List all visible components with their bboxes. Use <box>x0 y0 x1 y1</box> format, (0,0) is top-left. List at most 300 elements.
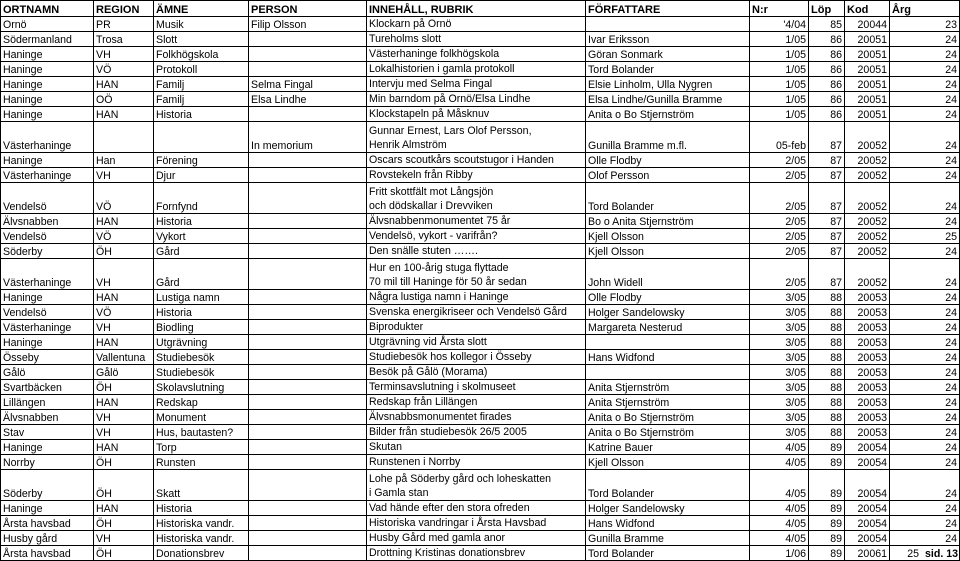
cell-region: ÖH <box>94 455 154 470</box>
cell-forfattare <box>586 17 750 32</box>
innehall-line: Älvsnabbsmonumentet firades <box>369 411 512 423</box>
table-row <box>1 92 960 107</box>
cell-nr: 4/05 <box>750 455 809 470</box>
cell-amne: Historia <box>154 501 249 516</box>
cell-kod: 20054 <box>845 501 890 516</box>
cell-ortnamn: Södermanland <box>1 32 94 47</box>
cell-arg: 24 <box>890 259 960 290</box>
cell-arg: 24 <box>890 244 960 259</box>
cell-kod: 20052 <box>845 153 890 168</box>
cell-nr: 2/05 <box>750 214 809 229</box>
innehall-line: Min barndom på Ornö/Elsa Lindhe <box>369 93 531 105</box>
table-row <box>1 516 960 531</box>
cell-innehall <box>367 305 586 320</box>
cell-lop: 87 <box>809 168 845 183</box>
cell-arg: 24 <box>890 365 960 380</box>
cell-ortnamn: Västerhaninge <box>1 168 94 183</box>
cell-kod: 20051 <box>845 62 890 77</box>
innehall-line: och dödskallar i Drevviken <box>369 200 493 212</box>
cell-forfattare: Elsa Lindhe/Gunilla Bramme <box>586 92 750 107</box>
table-row <box>1 531 960 546</box>
cell-innehall <box>367 168 586 183</box>
cell-innehall <box>367 455 586 470</box>
cell-amne: Torp <box>154 440 249 455</box>
cell-kod: 20054 <box>845 440 890 455</box>
cell-region: VH <box>94 531 154 546</box>
cell-region: ÖH <box>94 380 154 395</box>
cell-forfattare: Margareta Nesterud <box>586 320 750 335</box>
header-kod: Kod <box>845 1 890 17</box>
cell-person <box>249 440 367 455</box>
cell-lop: 87 <box>809 122 845 153</box>
cell-ortnamn: Haninge <box>1 501 94 516</box>
innehall-line: Runstenen i Norrby <box>369 456 461 468</box>
cell-kod: 20053 <box>845 350 890 365</box>
cell-kod: 20052 <box>845 229 890 244</box>
cell-arg: 24 <box>890 410 960 425</box>
cell-kod: 20053 <box>845 395 890 410</box>
innehall-line: i Gamla stan <box>369 487 429 499</box>
cell-person <box>249 62 367 77</box>
cell-nr: 3/05 <box>750 305 809 320</box>
cell-nr: 1/05 <box>750 32 809 47</box>
cell-forfattare: Anita Stjernström <box>586 380 750 395</box>
cell-forfattare: Hans Widfond <box>586 350 750 365</box>
cell-region <box>94 122 154 153</box>
innehall-line: Klockarn på Ornö <box>369 18 452 30</box>
cell-amne: Redskap <box>154 395 249 410</box>
cell-lop: 89 <box>809 470 845 501</box>
cell-innehall <box>367 92 586 107</box>
innehall-line: Biprodukter <box>369 321 424 333</box>
cell-region: VH <box>94 410 154 425</box>
cell-lop: 89 <box>809 455 845 470</box>
table-row <box>1 122 960 153</box>
cell-ortnamn: Ornö <box>1 17 94 32</box>
cell-region: Han <box>94 153 154 168</box>
cell-forfattare: Anita Stjernström <box>586 395 750 410</box>
cell-amne: Protokoll <box>154 62 249 77</box>
cell-kod: 20053 <box>845 380 890 395</box>
cell-arg: 24 <box>890 455 960 470</box>
cell-kod: 20053 <box>845 290 890 305</box>
cell-region: VÖ <box>94 62 154 77</box>
cell-lop: 89 <box>809 501 845 516</box>
cell-person: Selma Fingal <box>249 77 367 92</box>
table-row <box>1 440 960 455</box>
cell-person <box>249 244 367 259</box>
cell-arg <box>890 546 960 561</box>
cell-nr: 1/05 <box>750 107 809 122</box>
cell-innehall <box>367 501 586 516</box>
cell-nr: 2/05 <box>750 183 809 214</box>
cell-forfattare <box>586 365 750 380</box>
cell-arg: 24 <box>890 168 960 183</box>
cell-kod: 20054 <box>845 455 890 470</box>
cell-region: VH <box>94 168 154 183</box>
cell-forfattare: Tord Bolander <box>586 546 750 561</box>
cell-person: In memorium <box>249 122 367 153</box>
cell-person <box>249 320 367 335</box>
cell-nr: 4/05 <box>750 531 809 546</box>
table-row <box>1 455 960 470</box>
table-row <box>1 153 960 168</box>
cell-region: ÖH <box>94 516 154 531</box>
cell-amne: Donationsbrev <box>154 546 249 561</box>
innehall-line: Tureholms slott <box>369 33 442 45</box>
cell-person <box>249 501 367 516</box>
cell-arg: 24 <box>890 380 960 395</box>
cell-arg: 24 <box>890 62 960 77</box>
cell-amne: Lustiga namn <box>154 290 249 305</box>
cell-innehall <box>367 395 586 410</box>
cell-forfattare: Hans Widfond <box>586 516 750 531</box>
table-row <box>1 244 960 259</box>
header-row <box>1 1 960 17</box>
cell-forfattare: Holger Sandelowsky <box>586 501 750 516</box>
cell-lop: 87 <box>809 153 845 168</box>
cell-person <box>249 32 367 47</box>
cell-nr: 1/05 <box>750 77 809 92</box>
cell-ortnamn: Västerhaninge <box>1 320 94 335</box>
cell-person <box>249 516 367 531</box>
cell-nr: 1/06 <box>750 546 809 561</box>
cell-person <box>249 531 367 546</box>
cell-lop: 87 <box>809 214 845 229</box>
cell-ortnamn: Vendelsö <box>1 229 94 244</box>
cell-ortnamn: Älvsnabben <box>1 214 94 229</box>
table-row <box>1 365 960 380</box>
cell-amne: Historia <box>154 305 249 320</box>
table-row <box>1 501 960 516</box>
innehall-line: Utgrävning vid Årsta slott <box>369 336 487 348</box>
innehall-line: Husby Gård med gamla anor <box>369 532 506 544</box>
table-row <box>1 410 960 425</box>
cell-person <box>249 425 367 440</box>
cell-innehall <box>367 470 586 501</box>
cell-arg: 25 <box>890 229 960 244</box>
cell-arg: 24 <box>890 470 960 501</box>
cell-forfattare: Kjell Olsson <box>586 244 750 259</box>
cell-innehall <box>367 47 586 62</box>
cell-amne: Utgrävning <box>154 335 249 350</box>
cell-lop: 89 <box>809 546 845 561</box>
cell-kod: 20052 <box>845 214 890 229</box>
innehall-line: Besök på Gålö (Morama) <box>369 366 488 378</box>
cell-kod: 20052 <box>845 244 890 259</box>
cell-person <box>249 259 367 290</box>
innehall-line: Drottning Kristinas donationsbrev <box>369 547 526 559</box>
cell-forfattare: Ivar Eriksson <box>586 32 750 47</box>
cell-kod: 20054 <box>845 516 890 531</box>
cell-region: HAN <box>94 290 154 305</box>
cell-amne: Djur <box>154 168 249 183</box>
cell-ortnamn: Haninge <box>1 47 94 62</box>
cell-innehall <box>367 335 586 350</box>
cell-lop: 86 <box>809 47 845 62</box>
cell-innehall <box>367 516 586 531</box>
cell-ortnamn: Norrby <box>1 455 94 470</box>
table-row <box>1 17 960 32</box>
cell-person <box>249 183 367 214</box>
cell-ortnamn: Älvsnabben <box>1 410 94 425</box>
table-row <box>1 470 960 501</box>
cell-ortnamn: Lillängen <box>1 395 94 410</box>
table-body <box>1 17 960 561</box>
cell-ortnamn: Husby gård <box>1 531 94 546</box>
cell-arg: 24 <box>890 183 960 214</box>
table-row <box>1 107 960 122</box>
cell-arg: 24 <box>890 290 960 305</box>
cell-region: HAN <box>94 395 154 410</box>
cell-arg: 24 <box>890 107 960 122</box>
cell-forfattare: Anita o Bo Stjernström <box>586 410 750 425</box>
cell-innehall <box>367 77 586 92</box>
table-row <box>1 395 960 410</box>
cell-ortnamn: Haninge <box>1 107 94 122</box>
cell-amne: Folkhögskola <box>154 47 249 62</box>
innehall-line: Intervju med Selma Fingal <box>369 78 493 90</box>
innehall-line: Henrik Almström <box>369 139 447 151</box>
cell-kod: 20052 <box>845 122 890 153</box>
cell-region: PR <box>94 17 154 32</box>
cell-ortnamn: Västerhaninge <box>1 259 94 290</box>
cell-arg: 24 <box>890 214 960 229</box>
innehall-line: Vad hände efter den stora ofreden <box>369 502 530 514</box>
table-row <box>1 183 960 214</box>
cell-kod: 20052 <box>845 259 890 290</box>
cell-kod: 20053 <box>845 410 890 425</box>
cell-nr: 3/05 <box>750 320 809 335</box>
header-nr: N:r <box>750 1 809 17</box>
cell-innehall <box>367 32 586 47</box>
innehall-line: Den snälle stuten ……. <box>369 245 478 257</box>
cell-lop: 88 <box>809 350 845 365</box>
cell-lop: 86 <box>809 92 845 107</box>
table-row <box>1 546 960 561</box>
cell-region: HAN <box>94 214 154 229</box>
cell-ortnamn: Össeby <box>1 350 94 365</box>
cell-person <box>249 290 367 305</box>
cell-nr: 2/05 <box>750 153 809 168</box>
cell-lop: 87 <box>809 229 845 244</box>
cell-region: HAN <box>94 501 154 516</box>
cell-lop: 88 <box>809 425 845 440</box>
cell-forfattare: Holger Sandelowsky <box>586 305 750 320</box>
cell-region: HAN <box>94 107 154 122</box>
innehall-line: Lokalhistorien i gamla protokoll <box>369 63 515 75</box>
cell-amne: Familj <box>154 77 249 92</box>
cell-forfattare: Olle Flodby <box>586 153 750 168</box>
cell-forfattare: Anita o Bo Stjernström <box>586 425 750 440</box>
cell-person <box>249 47 367 62</box>
cell-nr: 1/05 <box>750 62 809 77</box>
cell-lop: 85 <box>809 17 845 32</box>
cell-innehall <box>367 229 586 244</box>
table-row <box>1 77 960 92</box>
cell-lop: 86 <box>809 62 845 77</box>
cell-innehall <box>367 153 586 168</box>
cell-region: VH <box>94 425 154 440</box>
cell-amne: Vykort <box>154 229 249 244</box>
cell-arg: 24 <box>890 32 960 47</box>
cell-forfattare: John Widell <box>586 259 750 290</box>
cell-lop: 88 <box>809 410 845 425</box>
cell-innehall <box>367 350 586 365</box>
cell-amne: Runsten <box>154 455 249 470</box>
innehall-line: Redskap från Lillängen <box>369 396 478 408</box>
cell-arg-value: 25 <box>907 548 920 560</box>
cell-nr: 2/05 <box>750 168 809 183</box>
cell-amne: Skolavslutning <box>154 380 249 395</box>
table-row <box>1 290 960 305</box>
cell-person: Elsa Lindhe <box>249 92 367 107</box>
cell-lop: 88 <box>809 365 845 380</box>
cell-person <box>249 380 367 395</box>
cell-region: VH <box>94 47 154 62</box>
innehall-line: Svenska energikriseer och Vendelsö Gård <box>369 306 567 318</box>
cell-lop: 86 <box>809 77 845 92</box>
cell-innehall <box>367 62 586 77</box>
cell-forfattare: Katrine Bauer <box>586 440 750 455</box>
cell-ortnamn: Årsta havsbad <box>1 516 94 531</box>
cell-amne: Fornfynd <box>154 183 249 214</box>
cell-kod: 20053 <box>845 365 890 380</box>
cell-region: VH <box>94 320 154 335</box>
cell-forfattare: Elsie Linholm, Ulla Nygren <box>586 77 750 92</box>
cell-amne: Historiska vandr. <box>154 516 249 531</box>
cell-region: HAN <box>94 440 154 455</box>
table-row <box>1 214 960 229</box>
cell-lop: 86 <box>809 32 845 47</box>
cell-arg: 24 <box>890 350 960 365</box>
cell-arg: 24 <box>890 516 960 531</box>
cell-region: ÖH <box>94 244 154 259</box>
cell-arg: 24 <box>890 77 960 92</box>
cell-person <box>249 546 367 561</box>
cell-nr: 3/05 <box>750 335 809 350</box>
cell-lop: 88 <box>809 395 845 410</box>
header-region: REGION <box>94 1 154 17</box>
cell-lop: 88 <box>809 305 845 320</box>
innehall-line: Älvsnabbenmonumentet 75 år <box>369 215 511 227</box>
cell-ortnamn: Västerhaninge <box>1 122 94 153</box>
table-row <box>1 350 960 365</box>
cell-person <box>249 335 367 350</box>
cell-kod: 20053 <box>845 335 890 350</box>
cell-innehall <box>367 425 586 440</box>
cell-nr: 1/05 <box>750 92 809 107</box>
header-amne: ÄMNE <box>154 1 249 17</box>
cell-kod: 20051 <box>845 77 890 92</box>
cell-person <box>249 470 367 501</box>
cell-amne: Familj <box>154 92 249 107</box>
cell-kod: 20044 <box>845 17 890 32</box>
cell-person <box>249 410 367 425</box>
cell-person <box>249 455 367 470</box>
innehall-line: Lohe på Söderby gård och loheskatten <box>369 473 551 485</box>
cell-arg: 24 <box>890 335 960 350</box>
cell-ortnamn: Haninge <box>1 440 94 455</box>
header-lop: Löp <box>809 1 845 17</box>
cell-arg: 24 <box>890 501 960 516</box>
table-row <box>1 305 960 320</box>
cell-ortnamn: Vendelsö <box>1 305 94 320</box>
cell-kod: 20052 <box>845 168 890 183</box>
innehall-line: Västerhaninge folkhögskola <box>369 48 500 60</box>
cell-person <box>249 305 367 320</box>
cell-innehall <box>367 546 586 561</box>
cell-person <box>249 168 367 183</box>
cell-arg: 24 <box>890 92 960 107</box>
cell-person <box>249 153 367 168</box>
cell-ortnamn: Haninge <box>1 62 94 77</box>
cell-ortnamn: Haninge <box>1 77 94 92</box>
innehall-line: Rovstekeln från Ribby <box>369 169 473 181</box>
innehall-line: Några lustiga namn i Haninge <box>369 291 509 303</box>
cell-forfattare: Tord Bolander <box>586 62 750 77</box>
cell-nr: 3/05 <box>750 425 809 440</box>
cell-amne <box>154 122 249 153</box>
cell-forfattare: Kjell Olsson <box>586 229 750 244</box>
cell-nr: 3/05 <box>750 290 809 305</box>
cell-kod: 20054 <box>845 470 890 501</box>
cell-innehall <box>367 183 586 214</box>
cell-ortnamn: Stav <box>1 425 94 440</box>
cell-amne: Förening <box>154 153 249 168</box>
header-innehall: INNEHÅLL, RUBRIK <box>367 1 586 17</box>
cell-nr: 3/05 <box>750 410 809 425</box>
header-ortnamn: ORTNAMN <box>1 1 94 17</box>
cell-ortnamn: Årsta havsbad <box>1 546 94 561</box>
cell-region: VÖ <box>94 229 154 244</box>
cell-amne: Historiska vandr. <box>154 531 249 546</box>
cell-forfattare: Tord Bolander <box>586 470 750 501</box>
cell-region: Gålö <box>94 365 154 380</box>
table-row <box>1 229 960 244</box>
cell-nr: 4/05 <box>750 440 809 455</box>
cell-region: ÖH <box>94 470 154 501</box>
innehall-line: 70 mil till Haninge för 50 år sedan <box>369 276 527 288</box>
cell-amne: Gård <box>154 259 249 290</box>
cell-arg: 24 <box>890 395 960 410</box>
cell-nr: 2/05 <box>750 244 809 259</box>
cell-amne: Historia <box>154 107 249 122</box>
table-row <box>1 380 960 395</box>
cell-region: VÖ <box>94 305 154 320</box>
cell-nr: 4/05 <box>750 516 809 531</box>
cell-kod: 20053 <box>845 305 890 320</box>
cell-innehall <box>367 107 586 122</box>
cell-ortnamn: Gålö <box>1 365 94 380</box>
cell-forfattare: Tord Bolander <box>586 183 750 214</box>
header-forfattare: FÖRFATTARE <box>586 1 750 17</box>
cell-nr: '4/04 <box>750 17 809 32</box>
cell-amne: Skatt <box>154 470 249 501</box>
page-number: sid. 13 <box>925 548 958 560</box>
cell-nr: 3/05 <box>750 350 809 365</box>
cell-arg: 24 <box>890 153 960 168</box>
cell-person <box>249 107 367 122</box>
innehall-line: Klockstapeln på Måsknuv <box>369 108 490 120</box>
cell-lop: 89 <box>809 440 845 455</box>
table-row <box>1 259 960 290</box>
innehall-line: Studiebesök hos kollegor i Össeby <box>369 351 532 363</box>
cell-person <box>249 214 367 229</box>
cell-kod: 20051 <box>845 92 890 107</box>
cell-innehall <box>367 244 586 259</box>
cell-lop: 88 <box>809 290 845 305</box>
